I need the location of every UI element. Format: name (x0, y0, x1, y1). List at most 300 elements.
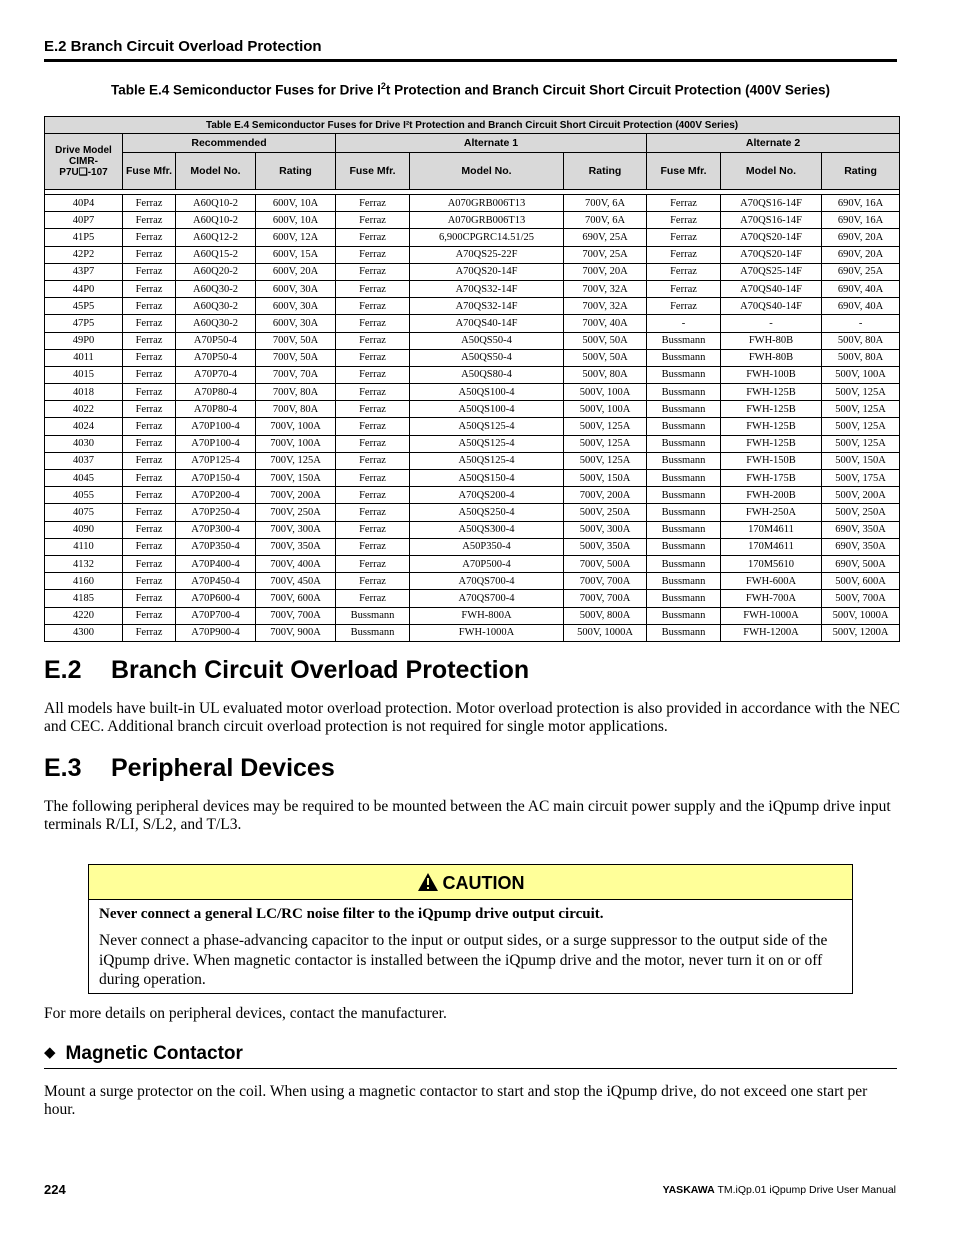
table-cell: A70P150-4 (176, 470, 256, 487)
table-cell: 700V, 20A (564, 263, 647, 280)
table-cell: Bussmann (647, 521, 721, 538)
section-e2-body: All models have built-in UL evaluated motor overload protection. Motor overload protection is also provided in accordance with the NEC and CEC. Additional branch circuit overload protection is not required for single motor applications. (44, 700, 900, 735)
table-cell: 4055 (45, 487, 123, 504)
table-cell: A070GRB006T13 (410, 195, 564, 212)
table-cell: A70P70-4 (176, 366, 256, 383)
table-cell: 600V, 20A (256, 263, 336, 280)
table-cell: 600V, 12A (256, 229, 336, 246)
table-row (45, 315, 900, 332)
table-cell: Bussmann (647, 590, 721, 607)
column-header: Fuse Mfr. (647, 153, 721, 190)
table-cell: 700V, 150A (256, 470, 336, 487)
table-cell: FWH-800A (410, 607, 564, 624)
table-cell: FWH-1000A (721, 607, 822, 624)
table-cell: A070GRB006T13 (410, 212, 564, 229)
table-cell: FWH-600A (721, 573, 822, 590)
table-cell: FWH-125B (721, 418, 822, 435)
table-cell: A70P700-4 (176, 607, 256, 624)
magnetic-contactor-body: Mount a surge protector on the coil. When using a magnetic contactor to start and stop the iQpump drive, do not exceed one start per hour. (44, 1083, 868, 1118)
table-caption-suffix: t Protection and Branch Circuit Short Circuit Protection (400V Series) (385, 82, 830, 98)
table-cell: Bussmann (647, 624, 721, 641)
table-row (45, 435, 900, 452)
table-cell: 690V, 40A (822, 280, 900, 297)
table-cell: Ferraz (123, 298, 176, 315)
table-cell: 43P7 (45, 263, 123, 280)
table-cell: A70P600-4 (176, 590, 256, 607)
table-cell: 40P7 (45, 212, 123, 229)
table-cell: 600V, 15A (256, 246, 336, 263)
table-cell: FWH-200B (721, 487, 822, 504)
table-cell: Ferraz (123, 195, 176, 212)
table-cell: A50QS80-4 (410, 366, 564, 383)
table-cell: Ferraz (336, 349, 410, 366)
table-cell: Ferraz (123, 332, 176, 349)
table-cell: A70QS700-4 (410, 573, 564, 590)
table-cell: 500V, 80A (822, 332, 900, 349)
table-cell: Bussmann (647, 401, 721, 418)
table-cell: Ferraz (336, 298, 410, 315)
table-cell: Ferraz (336, 366, 410, 383)
table-cell: 700V, 80A (256, 384, 336, 401)
table-cell: Ferraz (336, 418, 410, 435)
table-cell: 4015 (45, 366, 123, 383)
table-cell: Ferraz (123, 212, 176, 229)
table-cell: 500V, 125A (564, 452, 647, 469)
table-cell: A60Q30-2 (176, 298, 256, 315)
table-cell: Ferraz (336, 263, 410, 280)
table-cell: 700V, 350A (256, 538, 336, 555)
table-cell: A60Q20-2 (176, 263, 256, 280)
table-cell: A50QS300-4 (410, 521, 564, 538)
table-cell: - (647, 315, 721, 332)
table-cell: Bussmann (647, 487, 721, 504)
table-row (45, 418, 900, 435)
page-number: 224 (44, 1182, 66, 1197)
table-cell: Bussmann (647, 555, 721, 572)
table-cell: 500V, 1000A (822, 607, 900, 624)
table-cell: 700V, 900A (256, 624, 336, 641)
table-cell: FWH-700A (721, 590, 822, 607)
table-cell: Ferraz (336, 521, 410, 538)
table-cell: A70QS20-14F (721, 229, 822, 246)
table-row (45, 573, 900, 590)
table-cell: A70P400-4 (176, 555, 256, 572)
table-cell: 500V, 300A (564, 521, 647, 538)
table-cell: 500V, 1200A (822, 624, 900, 641)
table-cell: 690V, 25A (564, 229, 647, 246)
table-cell: 49P0 (45, 332, 123, 349)
table-cell: 42P2 (45, 246, 123, 263)
table-cell: 4160 (45, 573, 123, 590)
table-cell: A50QS50-4 (410, 332, 564, 349)
table-cell: A70P50-4 (176, 332, 256, 349)
magnetic-contactor-heading (44, 1043, 243, 1065)
table-cell: A50QS100-4 (410, 384, 564, 401)
table-row (45, 229, 900, 246)
table-cell: 700V, 70A (256, 366, 336, 383)
table-cell: Ferraz (336, 195, 410, 212)
table-cell: Ferraz (336, 280, 410, 297)
table-cell: 45P5 (45, 298, 123, 315)
table-cell: 40P4 (45, 195, 123, 212)
table-cell: Ferraz (123, 470, 176, 487)
section-e2-heading (44, 656, 529, 685)
table-cell: Bussmann (647, 452, 721, 469)
table-cell: 500V, 1000A (564, 624, 647, 641)
caution-label: CAUTION (442, 873, 525, 893)
table-cell: Ferraz (336, 555, 410, 572)
table-cell: 500V, 125A (822, 418, 900, 435)
table-row (45, 384, 900, 401)
table-cell: 170M4611 (721, 521, 822, 538)
table-cell: 700V, 6A (564, 212, 647, 229)
column-header: Rating (822, 153, 900, 190)
table-cell: 600V, 10A (256, 212, 336, 229)
table-cell: A70P900-4 (176, 624, 256, 641)
table-cell: Ferraz (123, 607, 176, 624)
table-cell: Ferraz (647, 229, 721, 246)
table-cell: A50QS125-4 (410, 418, 564, 435)
table-cell: 700V, 100A (256, 418, 336, 435)
table-cell: FWH-80B (721, 349, 822, 366)
table-cell: 4022 (45, 401, 123, 418)
table-row (45, 607, 900, 624)
table-cell: 4075 (45, 504, 123, 521)
table-cell: 4132 (45, 555, 123, 572)
table-cell: - (822, 315, 900, 332)
table-cell: A70QS40-14F (410, 315, 564, 332)
table-cell: 600V, 30A (256, 298, 336, 315)
table-cell: Ferraz (123, 315, 176, 332)
table-cell: A70P50-4 (176, 349, 256, 366)
column-header: Fuse Mfr. (123, 153, 176, 190)
table-cell: 700V, 500A (564, 555, 647, 572)
table-row (45, 366, 900, 383)
table-cell: A70P250-4 (176, 504, 256, 521)
table-cell: 4300 (45, 624, 123, 641)
warning-triangle-icon (417, 872, 439, 892)
table-cell: 700V, 50A (256, 332, 336, 349)
table-cell: 500V, 80A (822, 349, 900, 366)
section-e3-title: Peripheral Devices (111, 754, 335, 782)
table-cell: 500V, 350A (564, 538, 647, 555)
footer-manual-title: TM.iQp.01 iQpump Drive User Manual (717, 1184, 896, 1196)
table-cell: Ferraz (336, 229, 410, 246)
table-cell: FWH-125B (721, 401, 822, 418)
table-cell: 170M5610 (721, 555, 822, 572)
table-cell: 4018 (45, 384, 123, 401)
table-cell: - (721, 315, 822, 332)
table-cell: 700V, 32A (564, 298, 647, 315)
table-cell: 500V, 150A (822, 452, 900, 469)
table-cell: 41P5 (45, 229, 123, 246)
fuse-table-body (45, 195, 900, 642)
table-cell: 600V, 30A (256, 315, 336, 332)
table-cell: 700V, 40A (564, 315, 647, 332)
table-cell: Ferraz (647, 298, 721, 315)
table-cell: A70P200-4 (176, 487, 256, 504)
table-cell: 500V, 100A (822, 366, 900, 383)
group-header-alternate-1: Alternate 1 (336, 134, 647, 153)
table-cell: 700V, 32A (564, 280, 647, 297)
footer-manual (663, 1184, 896, 1196)
table-cell: Ferraz (336, 246, 410, 263)
table-cell: 700V, 450A (256, 573, 336, 590)
table-cell: 700V, 50A (256, 349, 336, 366)
table-cell: 700V, 400A (256, 555, 336, 572)
table-cell: Bussmann (647, 384, 721, 401)
table-cell: Ferraz (123, 229, 176, 246)
table-cell: FWH-175B (721, 470, 822, 487)
table-cell: Bussmann (647, 366, 721, 383)
table-cell: Bussmann (336, 607, 410, 624)
table-cell: 600V, 30A (256, 280, 336, 297)
column-header: Rating (256, 153, 336, 190)
table-cell: Ferraz (647, 246, 721, 263)
table-cell: Ferraz (123, 384, 176, 401)
table-cell: A70P300-4 (176, 521, 256, 538)
table-cell: A60Q30-2 (176, 315, 256, 332)
table-cell: 700V, 250A (256, 504, 336, 521)
table-cell: A70QS16-14F (721, 212, 822, 229)
table-title: Table E.4 Semiconductor Fuses for Drive I²t Protection and Branch Circuit Short Circuit Protection (400V Series) (45, 117, 900, 134)
table-caption-prefix: Table E.4 Semiconductor Fuses for Drive I (111, 82, 381, 98)
table-cell: 500V, 125A (822, 435, 900, 452)
table-cell: Ferraz (123, 538, 176, 555)
table-cell: 4110 (45, 538, 123, 555)
table-cell: Ferraz (123, 435, 176, 452)
table-caption-sup: 2 (380, 81, 386, 91)
table-cell: A50P350-4 (410, 538, 564, 555)
table-cell: Ferraz (336, 573, 410, 590)
table-row (45, 263, 900, 280)
table-cell: A70QS200-4 (410, 487, 564, 504)
table-cell: 4024 (45, 418, 123, 435)
diamond-bullet-icon: ◆ (44, 1043, 56, 1061)
header-rule (44, 59, 897, 62)
column-header: Fuse Mfr. (336, 153, 410, 190)
table-cell: 4090 (45, 521, 123, 538)
table-cell: 4030 (45, 435, 123, 452)
table-cell: FWH-150B (721, 452, 822, 469)
table-cell: Ferraz (123, 504, 176, 521)
table-cell: A60Q12-2 (176, 229, 256, 246)
table-cell: A60Q15-2 (176, 246, 256, 263)
table-cell: 47P5 (45, 315, 123, 332)
table-cell: Bussmann (647, 418, 721, 435)
table-cell: FWH-1000A (410, 624, 564, 641)
table-cell: Ferraz (123, 418, 176, 435)
drive-model-header: Drive Model CIMR-P7U❑-107 (45, 134, 123, 190)
table-cell: Ferraz (336, 332, 410, 349)
table-cell: FWH-125B (721, 435, 822, 452)
table-cell: A70P80-4 (176, 384, 256, 401)
table-cell: 4185 (45, 590, 123, 607)
table-cell: Ferraz (647, 195, 721, 212)
caution-box (88, 864, 853, 994)
table-row (45, 195, 900, 212)
table-cell: Ferraz (336, 384, 410, 401)
table-row (45, 590, 900, 607)
table-cell: Bussmann (647, 607, 721, 624)
table-cell: Bussmann (647, 470, 721, 487)
table-cell: 690V, 350A (822, 521, 900, 538)
table-cell: Ferraz (123, 555, 176, 572)
table-cell: 44P0 (45, 280, 123, 297)
table-cell: Bussmann (647, 504, 721, 521)
table-cell: 690V, 350A (822, 538, 900, 555)
table-cell: 500V, 200A (822, 487, 900, 504)
caution-lead: Never connect a general LC/RC noise filter to the iQpump drive output circuit. (99, 906, 604, 922)
table-cell: A50QS125-4 (410, 435, 564, 452)
table-cell: Bussmann (647, 349, 721, 366)
table-cell: FWH-100B (721, 366, 822, 383)
table-cell: A60Q10-2 (176, 212, 256, 229)
table-cell: Ferraz (336, 315, 410, 332)
caution-banner (89, 865, 852, 900)
table-cell: 500V, 700A (822, 590, 900, 607)
table-cell: FWH-80B (721, 332, 822, 349)
group-header-recommended: Recommended (123, 134, 336, 153)
table-cell: A70P350-4 (176, 538, 256, 555)
table-cell: Ferraz (123, 573, 176, 590)
table-cell: 500V, 125A (564, 418, 647, 435)
table-row (45, 212, 900, 229)
table-cell: Ferraz (336, 470, 410, 487)
table-cell: 500V, 100A (564, 401, 647, 418)
table-cell: 700V, 300A (256, 521, 336, 538)
group-header-alternate-2: Alternate 2 (647, 134, 900, 153)
table-row (45, 246, 900, 263)
table-cell: 4011 (45, 349, 123, 366)
table-cell: 700V, 700A (256, 607, 336, 624)
fuse-table (44, 116, 900, 642)
table-row (45, 538, 900, 555)
table-cell: A70QS700-4 (410, 590, 564, 607)
table-cell: 500V, 125A (564, 435, 647, 452)
table-cell: 690V, 20A (822, 246, 900, 263)
table-cell: 700V, 600A (256, 590, 336, 607)
caution-body: Never connect a phase-advancing capacitor to the input or output sides, or a surge suppressor to the output side of the iQpump drive. When magnetic contactor is installed between the iQpump drive and the motor, never turn it on or off during operation. (99, 932, 828, 988)
table-cell: Ferraz (336, 452, 410, 469)
table-cell: 700V, 200A (256, 487, 336, 504)
table-cell: 4045 (45, 470, 123, 487)
table-row (45, 401, 900, 418)
table-row (45, 349, 900, 366)
table-cell: A70P500-4 (410, 555, 564, 572)
table-cell: 700V, 200A (564, 487, 647, 504)
column-header: Rating (564, 153, 647, 190)
table-cell: Ferraz (647, 212, 721, 229)
table-cell: A70P125-4 (176, 452, 256, 469)
table-cell: Bussmann (647, 538, 721, 555)
table-cell: Ferraz (647, 280, 721, 297)
table-cell: FWH-125B (721, 384, 822, 401)
table-cell: Ferraz (336, 538, 410, 555)
table-cell: FWH-250A (721, 504, 822, 521)
footer-brand: YASKAWA (662, 1184, 715, 1196)
table-cell: 500V, 800A (564, 607, 647, 624)
table-cell: A70QS40-14F (721, 280, 822, 297)
column-header: Model No. (410, 153, 564, 190)
table-cell: 500V, 250A (564, 504, 647, 521)
table-row (45, 555, 900, 572)
table-cell: 690V, 40A (822, 298, 900, 315)
table-cell: 700V, 6A (564, 195, 647, 212)
section-e2-number: E.2 (44, 656, 82, 684)
more-details-text: For more details on peripheral devices, contact the manufacturer. (44, 1005, 447, 1022)
table-cell: Bussmann (647, 573, 721, 590)
table-cell: A50QS50-4 (410, 349, 564, 366)
table-cell: 6,900CPGRC14.51/25 (410, 229, 564, 246)
table-cell: Ferraz (123, 366, 176, 383)
table-row (45, 504, 900, 521)
table-row (45, 452, 900, 469)
table-cell: A60Q10-2 (176, 195, 256, 212)
table-cell: A70P80-4 (176, 401, 256, 418)
table-row (45, 470, 900, 487)
table-cell: A50QS125-4 (410, 452, 564, 469)
table-cell: Ferraz (336, 590, 410, 607)
table-cell: A50QS100-4 (410, 401, 564, 418)
section-e3-number: E.3 (44, 754, 82, 782)
table-cell: Ferraz (123, 263, 176, 280)
table-cell: FWH-1200A (721, 624, 822, 641)
table-cell: Ferraz (123, 401, 176, 418)
table-cell: 500V, 50A (564, 332, 647, 349)
table-cell: 4220 (45, 607, 123, 624)
table-cell: A70QS25-22F (410, 246, 564, 263)
table-row (45, 624, 900, 641)
table-cell: 500V, 175A (822, 470, 900, 487)
table-caption (44, 81, 897, 98)
table-cell: 600V, 10A (256, 195, 336, 212)
table-cell: Bussmann (647, 435, 721, 452)
table-cell: 690V, 16A (822, 195, 900, 212)
table-cell: Ferraz (123, 452, 176, 469)
table-cell: 700V, 700A (564, 590, 647, 607)
table-cell: Bussmann (336, 624, 410, 641)
table-cell: A70QS20-14F (410, 263, 564, 280)
table-cell: A70QS40-14F (721, 298, 822, 315)
section-e3-heading (44, 754, 335, 783)
table-cell: 500V, 100A (564, 384, 647, 401)
table-cell: 700V, 100A (256, 435, 336, 452)
table-cell: A70QS32-14F (410, 298, 564, 315)
table-row (45, 280, 900, 297)
table-cell: Ferraz (123, 624, 176, 641)
table-cell: 500V, 125A (822, 384, 900, 401)
table-cell: A70P100-4 (176, 435, 256, 452)
table-cell: Ferraz (336, 435, 410, 452)
table-cell: 700V, 25A (564, 246, 647, 263)
table-cell: 690V, 20A (822, 229, 900, 246)
section-e2-title: Branch Circuit Overload Protection (111, 656, 530, 684)
table-cell: 500V, 150A (564, 470, 647, 487)
table-cell: A70QS16-14F (721, 195, 822, 212)
table-cell: A70QS25-14F (721, 263, 822, 280)
table-row (45, 487, 900, 504)
table-cell: 500V, 50A (564, 349, 647, 366)
table-cell: Bussmann (647, 332, 721, 349)
table-cell: Ferraz (336, 504, 410, 521)
table-cell: 170M4611 (721, 538, 822, 555)
table-cell: Ferraz (647, 263, 721, 280)
table-row (45, 332, 900, 349)
magnetic-contactor-title: Magnetic Contactor (65, 1043, 243, 1064)
table-cell: 690V, 16A (822, 212, 900, 229)
column-header: Model No. (176, 153, 256, 190)
